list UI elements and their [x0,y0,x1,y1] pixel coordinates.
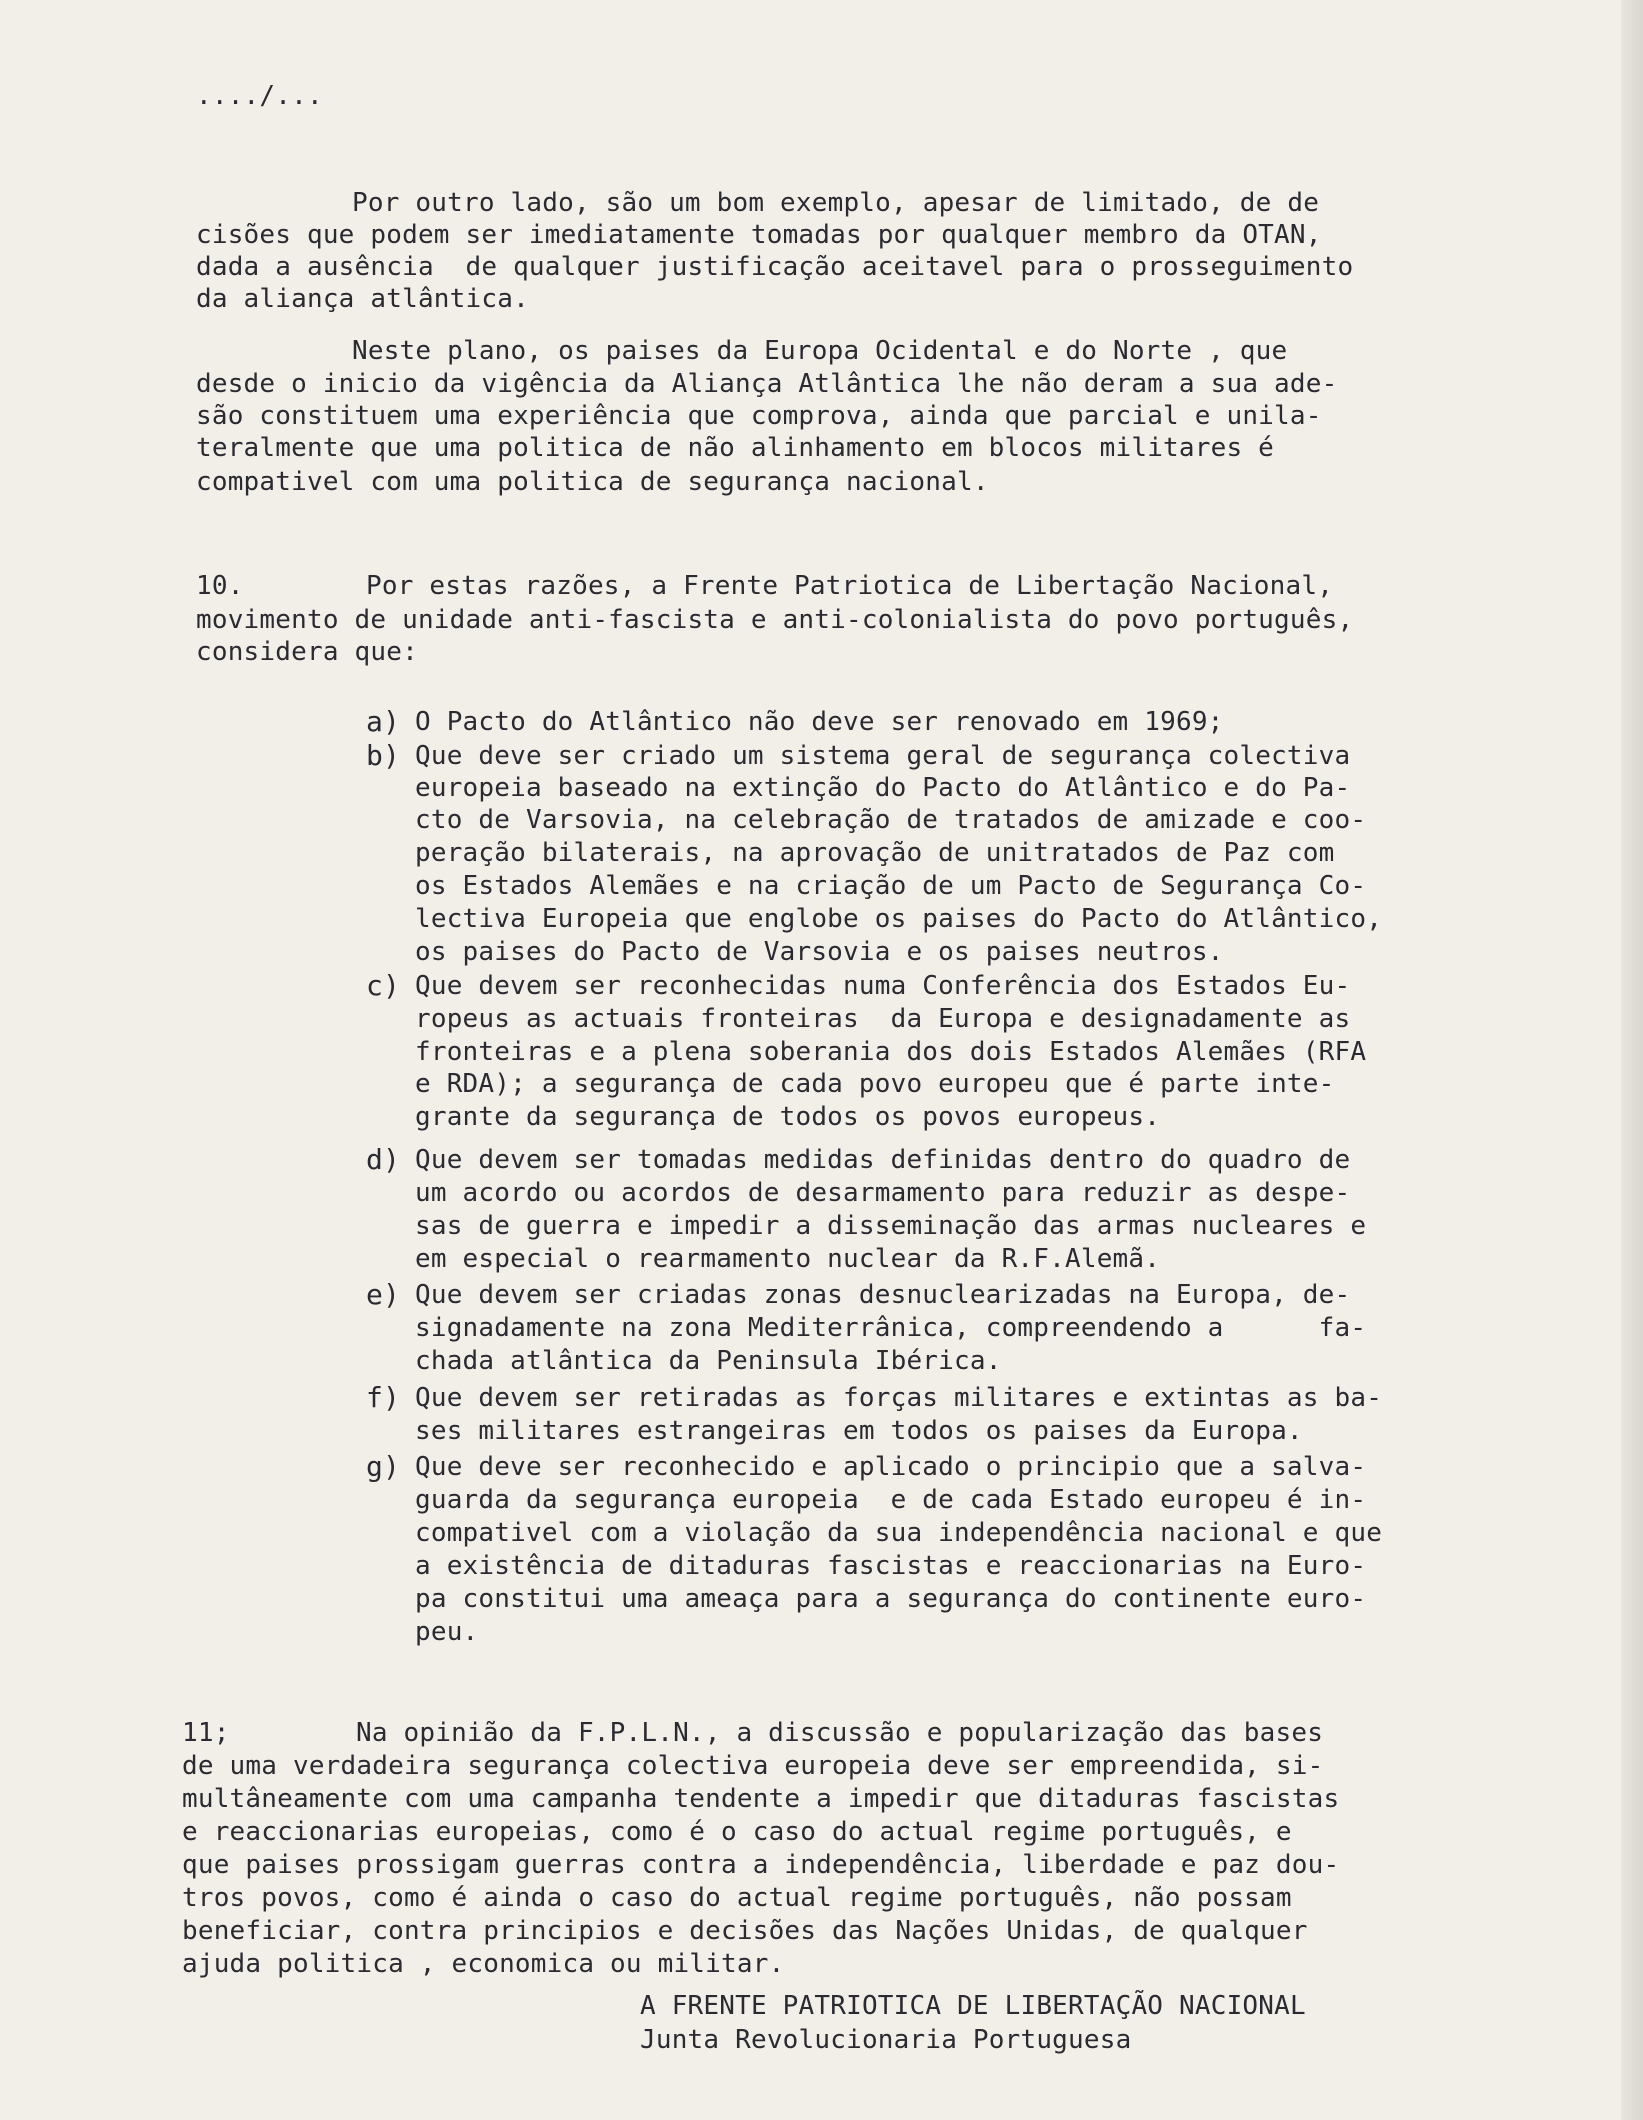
item-line: os Estados Alemães e na criação de um Pacto de Segurança Co- [415,871,1367,901]
page-continuation-mark: ..../... [196,81,323,111]
item-line: Que deve ser reconhecido e aplicado o principio que a salva- [415,1452,1367,1482]
paragraph-line: considera que: [196,637,418,667]
item-line: cto de Varsovia, na celebração de tratados de amizade e coo- [415,805,1367,835]
paragraph-line: Neste plano, os paises da Europa Ocidental e do Norte , que [352,336,1288,366]
item-label: b) [366,739,401,772]
item-line: O Pacto do Atlântico não deve ser renovado em 1969; [415,707,1224,737]
item-label: e) [366,1278,401,1311]
item-line: europeia baseado na extinção do Pacto do Atlântico e do Pa- [415,773,1351,803]
item-line: grante da segurança de todos os povos europeus. [415,1102,1161,1132]
item-line: fronteiras e a plena soberania dos dois Estados Alemães (RFA [415,1037,1367,1067]
item-line: ropeus as actuais fronteiras da Europa e designadamente as [415,1004,1351,1034]
signature-org: A FRENTE PATRIOTICA DE LIBERTAÇÃO NACIONAL [640,1991,1306,2021]
paragraph-line: Por estas razões, a Frente Patriotica de Libertação Nacional, [366,571,1334,601]
item-line: sas de guerra e impedir a disseminação das armas nucleares e [415,1211,1367,1241]
item-line: peu. [415,1617,479,1647]
item-line: e RDA); a segurança de cada povo europeu que é parte inte- [415,1069,1335,1099]
item-label: g) [366,1450,401,1483]
paragraph-line: ajuda politica , economica ou militar. [182,1949,785,1979]
paragraph-line: compativel com uma politica de segurança nacional. [196,467,989,497]
item-line: compativel com a violação da sua independência nacional e que [415,1518,1383,1548]
paragraph-line: teralmente que uma politica de não alinhamento em blocos militares é [196,433,1275,463]
item-label: a) [366,705,401,738]
item-line: Que deve ser criado um sistema geral de segurança colectiva [415,741,1351,771]
paragraph-line: dada a ausência de qualquer justificação aceitavel para o prosseguimento [196,252,1354,282]
item-line: peração bilaterais, na aprovação de unitratados de Paz com [415,838,1335,868]
item-line: Que devem ser criadas zonas desnuclearizadas na Europa, de- [415,1280,1351,1310]
item-line: signadamente na zona Mediterrânica, compreendendo a fa- [415,1313,1367,1343]
item-line: Que devem ser retiradas as forças militares e extintas as ba- [415,1383,1383,1413]
paragraph-line: Na opinião da F.P.L.N., a discussão e popularização das bases [356,1718,1324,1748]
item-line: a existência de ditaduras fascistas e reaccionarias na Euro- [415,1551,1367,1581]
paper-edge [1621,0,1643,2120]
item-line: os paises do Pacto de Varsovia e os paises neutros. [415,937,1224,967]
paragraph-line: tros povos, como é ainda o caso do actual regime português, não possam [182,1883,1292,1913]
section-number: 10. [196,571,244,601]
item-line: lectiva Europeia que englobe os paises do Pacto do Atlântico, [415,904,1383,934]
section-number: 11; [182,1718,230,1748]
item-label: c) [366,969,401,1002]
paragraph-line: que paises prossigam guerras contra a independência, liberdade e paz dou- [182,1850,1340,1880]
item-line: Que devem ser reconhecidas numa Conferência dos Estados Eu- [415,971,1351,1001]
signature-junta: Junta Revolucionaria Portuguesa [640,2025,1132,2055]
paragraph-line: são constituem uma experiência que comprova, ainda que parcial e unila- [196,401,1322,431]
item-line: chada atlântica da Peninsula Ibérica. [415,1346,1002,1376]
item-line: um acordo ou acordos de desarmamento para reduzir as despe- [415,1178,1351,1208]
paragraph-line: Por outro lado, são um bom exemplo, apesar de limitado, de de [352,188,1320,218]
item-label: f) [366,1381,401,1414]
paragraph-line: cisões que podem ser imediatamente tomadas por qualquer membro da OTAN, [196,220,1322,250]
item-line: pa constitui uma ameaça para a segurança do continente euro- [415,1584,1367,1614]
paragraph-line: e reaccionarias europeias, como é o caso do actual regime português, e [182,1817,1292,1847]
paragraph-line: da aliança atlântica. [196,284,529,314]
paragraph-line: multâneamente com uma campanha tendente a impedir que ditaduras fascistas [182,1784,1340,1814]
paragraph-line: desde o inicio da vigência da Aliança Atlântica lhe não deram a sua ade- [196,369,1338,399]
item-line: em especial o rearmamento nuclear da R.F.Alemã. [415,1244,1161,1274]
item-line: Que devem ser tomadas medidas definidas dentro do quadro de [415,1145,1351,1175]
paragraph-line: beneficiar, contra principios e decisões das Nações Unidas, de qualquer [182,1916,1308,1946]
item-label: d) [366,1143,401,1176]
item-line: guarda da segurança europeia e de cada Estado europeu é in- [415,1485,1367,1515]
paragraph-line: de uma verdadeira segurança colectiva europeia deve ser empreendida, si- [182,1751,1324,1781]
paragraph-line: movimento de unidade anti-fascista e anti-colonialista do povo português, [196,605,1354,635]
item-line: ses militares estrangeiras em todos os paises da Europa. [415,1416,1303,1446]
